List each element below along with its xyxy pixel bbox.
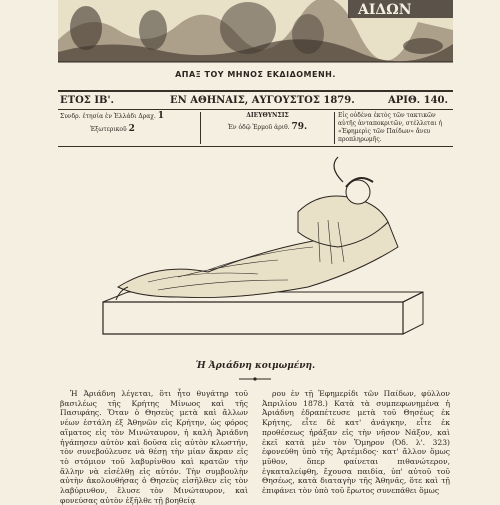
issue-number: ΑΡΙΘ. 140. bbox=[388, 95, 448, 106]
masthead-title: ΑΙΔΩΝ bbox=[358, 2, 412, 18]
divider bbox=[200, 112, 201, 144]
figure-caption: Ἡ Ἀριάδνη κοιμωμένη. bbox=[195, 361, 316, 371]
masthead-subtitle: ΑΠΑΞ ΤΟΥ ΜΗΝΟΣ ΕΚΔΙΔΟΜΕΝΗ. bbox=[175, 70, 336, 79]
article-column-left bbox=[60, 389, 248, 505]
issue-year: ΕΤΟΣ ΙΒ'. bbox=[60, 95, 114, 106]
notice-text: Εἰς οὐδένα ἐκτὸς τῶν τακτικῶν αὐτῆς ἀνταποκριτῶν, στέλλεται ἡ «Ἐφημερὶς τῶν Παίδων» ἄνευ προπληρωμῆς. bbox=[338, 112, 443, 143]
subscription-block bbox=[60, 112, 198, 144]
office-address: Ἐν ὁδῷ Ἑρμοῦ ἀριθ. bbox=[227, 124, 290, 131]
subscription-label-domestic: Συνδρ. ἐτησία ἐν Ἑλλάδι Δραχ. bbox=[60, 113, 156, 120]
divider bbox=[58, 146, 453, 147]
divider bbox=[334, 112, 335, 144]
divider bbox=[58, 109, 453, 110]
divider bbox=[58, 90, 453, 92]
office-block bbox=[205, 112, 330, 144]
subscription-label-foreign: Ἐξωτερικοῦ bbox=[90, 126, 127, 133]
ariadne-engraving bbox=[58, 152, 453, 352]
article-paragraph: Ἡ Ἀριάδνη λέγεται, ὅτι ἦτο θυγάτηρ τοῦ βασιλέως τῆς Κρήτης Μίνωος καὶ τῆς Πασιφάης. Ὅταν ὁ Θησεὺς μετὰ καὶ ἄλλων νέων ἐστάλη ἐξ Ἀθηνῶν εἰς Κρήτην, ὡς φόρος αἵματος εἰς τὸν Μινώταυρον, ἡ καλὴ Ἀριάδνη ἠγάπησεν αὐτὸν καὶ δοῦσα εἰς αὐτὸν κλωστήν, τὸν συνεβούλευσε νὰ θέσῃ τὴν μίαν ἄκραν εἰς τὸ στόμιον τοῦ λαβυρίνθου καὶ κρατῶν τὴν ἄλλην νὰ εἰσέλθῃ εἰς αὐτόν. Τὴν συμβουλὴν αὐτὴν ἀκολουθήσας ὁ Θησεὺς εἰσῆλθεν εἰς τὸν λαβύρινθον, ἔλυσε τὸν Μινώταυρον, καὶ φονεύσας αὐτὸν ἐξῆλθε τῇ βοηθείᾳ bbox=[60, 389, 248, 505]
subscription-price-domestic: 1 bbox=[157, 111, 165, 121]
masthead-engraving bbox=[58, 0, 453, 70]
ornament-divider bbox=[237, 376, 273, 382]
office-address-number: 79. bbox=[291, 122, 308, 132]
issue-place-date: ΕΝ ΑΘΗΝΑΙΣ, ΑΥΓΟΥΣΤΟΣ 1879. bbox=[170, 95, 355, 106]
office-heading: ΔΙΕΥΘΥΝΣΙΣ bbox=[246, 112, 289, 119]
subscription-price-foreign: 2 bbox=[128, 124, 135, 134]
article-column-right bbox=[262, 389, 450, 496]
article-paragraph: ρου ἐν τῇ Ἐφημερίδι τῶν Παίδων, φύλλον Ἀπριλίου 1878.) Κατὰ τὰ συμπεφωνημένα ἡ Ἀριάδνη ἐδραπέτευσε μετὰ τοῦ Θησέως ἐκ Κρήτης, εἶτε δὲ κατ' ἀνάγκην, εἶτε ἐκ προθέσεως ἠράξαν εἰς τὴν νῆσον Νάξον, καὶ ἐκεῖ κατὰ μὲν τὸν Ὅμηρον (Ὀδ. λ'. 323) ἐφονεύθη ὑπὸ τῆς Ἀρτέμιδος· κατ' ἄλλον ὅμως μῦθον, ὅπερ φαίνεται πιθανώτερον, ἐγκαταλείφθη, ἔχουσα παιδία, ὑπ' αὐτοῦ τοῦ Θησέως, κατὰ διαταγὴν τῆς Ἀθηνᾶς, ὅτε καὶ τῇ ἐπιφάνει τὸν ὑπὸ τοῦ ἔρωτος συνεπάθει ὅμως bbox=[262, 389, 450, 496]
